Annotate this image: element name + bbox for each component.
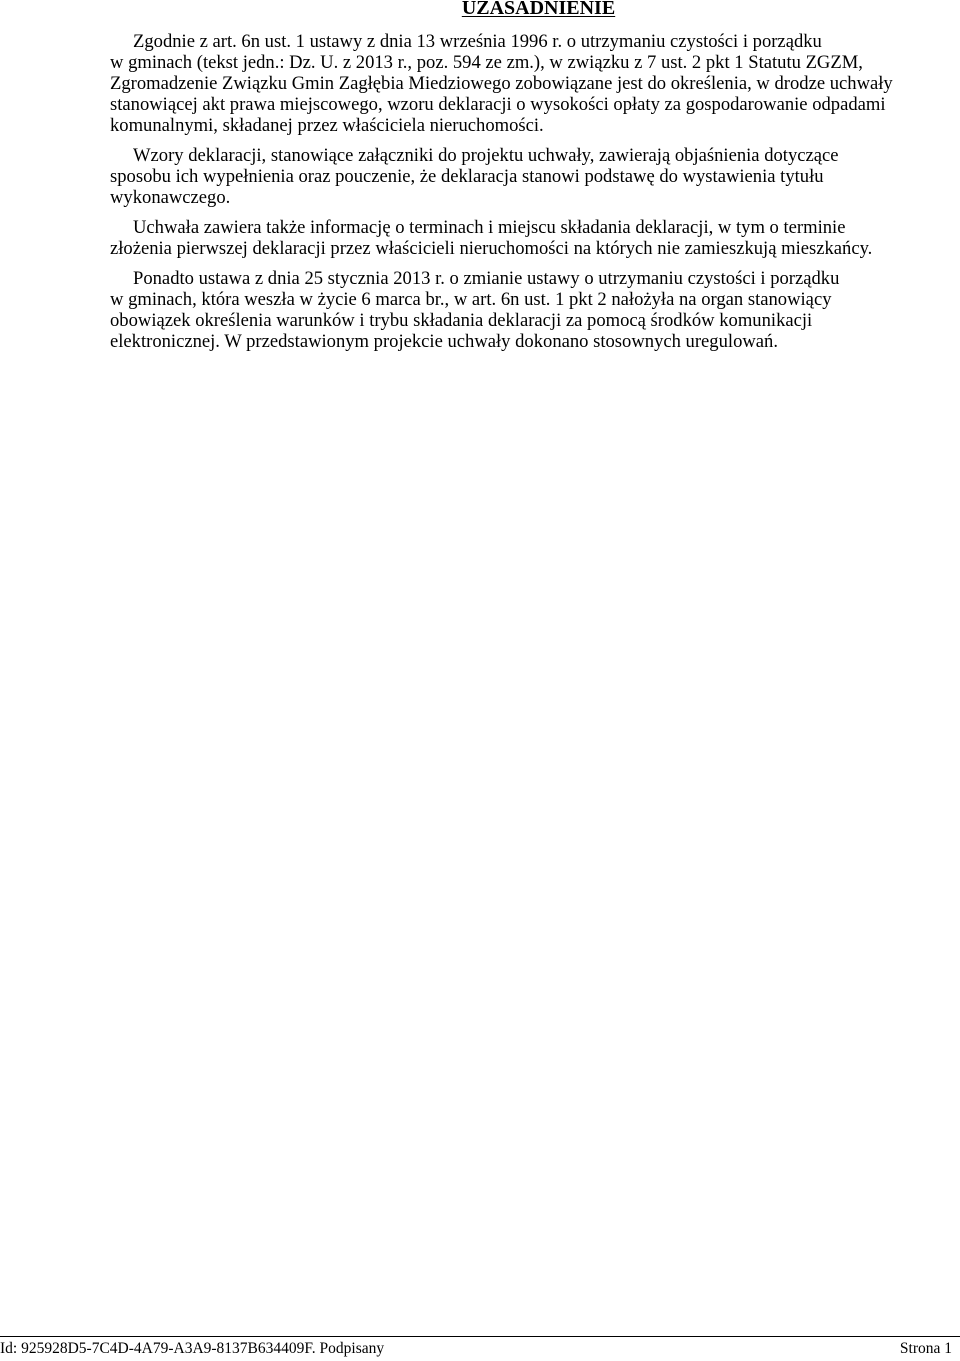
paragraph-electronic-submission xyxy=(110,268,958,352)
text-line: w gminach (tekst jedn.: Dz. U. z 2013 r., poz. 594 ze zm.), w związku z 7 ust. 2 pkt 1 Statutu ZGZM, xyxy=(110,52,863,73)
paragraph-legal-basis xyxy=(110,31,958,136)
page-title: UZASADNIENIE xyxy=(461,0,616,19)
paragraph-declaration-templates xyxy=(110,145,958,208)
footer-divider xyxy=(0,1336,960,1337)
text-line: elektronicznej. W przedstawionym projekcie uchwały dokonano stosownych uregulowań. xyxy=(110,331,778,352)
text-line: stanowiącej akt prawa miejscowego, wzoru deklaracji o wysokości opłaty za gospodarowanie odpadami xyxy=(110,94,886,115)
text-line: w gminach, która weszła w życie 6 marca br., w art. 6n ust. 1 pkt 2 nałożyła na organ stanowiący xyxy=(110,289,832,310)
page-number: Strona 1 xyxy=(899,1340,952,1357)
text-line: komunalnymi, składanej przez właściciela nieruchomości. xyxy=(110,115,544,136)
text-line: sposobu ich wypełnienia oraz pouczenie, że deklaracja stanowi podstawę do wystawienia tytułu xyxy=(110,166,824,187)
text-line: Wzory deklaracji, stanowiące załączniki do projektu uchwały, zawierają objaśnienia dotyczące xyxy=(133,145,839,166)
text-line: Ponadto ustawa z dnia 25 stycznia 2013 r. o zmianie ustawy o utrzymaniu czystości i porządku xyxy=(133,268,840,289)
paragraph-deadlines xyxy=(110,217,958,259)
text-line: Zgodnie z art. 6n ust. 1 ustawy z dnia 13 września 1996 r. o utrzymaniu czystości i porządku xyxy=(133,31,822,52)
text-line: Uchwała zawiera także informację o terminach i miejscu składania deklaracji, w tym o terminie xyxy=(133,217,846,238)
text-line: Zgromadzenie Związku Gmin Zagłębia Miedziowego zobowiązane jest do określenia, w drodze uchwały xyxy=(110,73,893,94)
text-line: wykonawczego. xyxy=(110,187,231,208)
document-body xyxy=(110,31,958,361)
text-line: obowiązek określenia warunków i trybu składania deklaracji za pomocą środków komunikacji xyxy=(110,310,813,331)
document-id: Id: 925928D5-7C4D-4A79-A3A9-8137B634409F. Podpisany xyxy=(0,1340,385,1357)
text-line: złożenia pierwszej deklaracji przez właścicieli nieruchomości na których nie zamieszkują mieszkańcy. xyxy=(110,238,873,259)
